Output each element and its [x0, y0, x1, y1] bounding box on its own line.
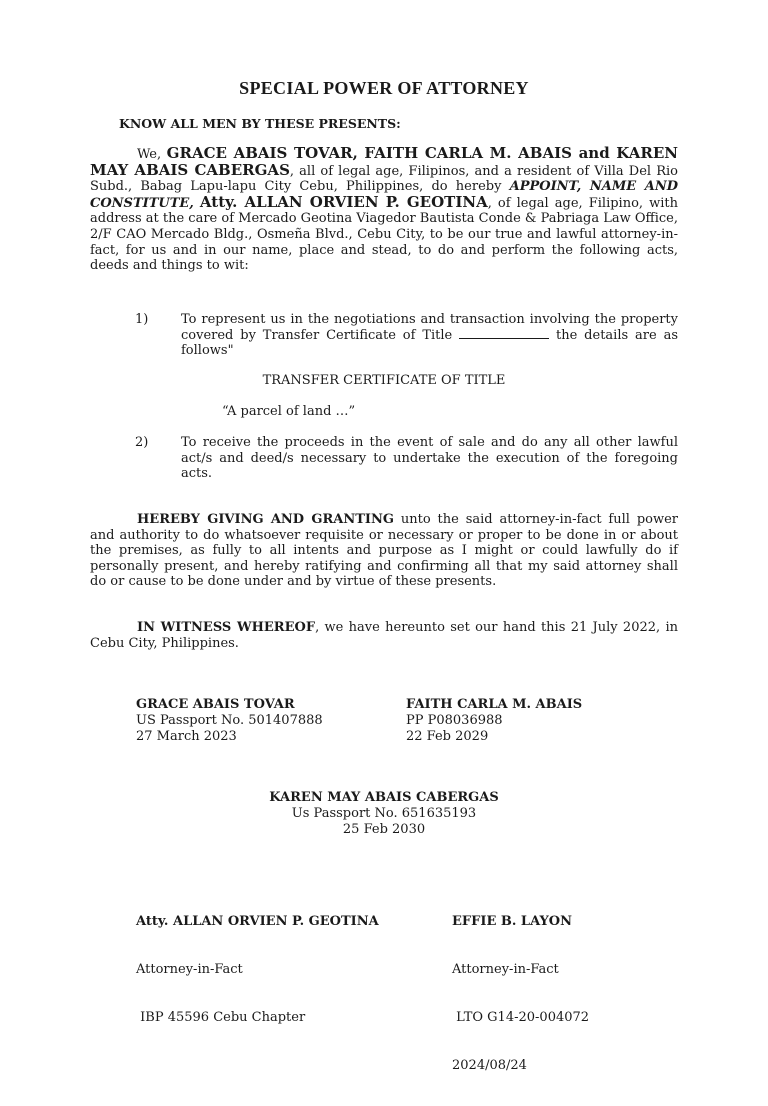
item-1-text: To represent us in the negotiations and transaction involving the property covered by Transfer Certificate of Title the details are as follows" [181, 312, 678, 359]
signatory-name: EFFIE B. LAYON [452, 914, 572, 929]
item-2-number: 2) [135, 435, 149, 450]
signatory-name: FAITH CARLA M. ABAIS [406, 697, 583, 712]
signatory-role: Attorney-in-Fact [452, 962, 559, 977]
tct-heading: TRANSFER CERTIFICATE OF TITLE [262, 373, 506, 388]
signatory-passport: US Passport No. 501407888 [136, 713, 323, 728]
signatory-grace [136, 697, 323, 745]
we-text: We, [137, 147, 167, 162]
signatory-passport: Us Passport No. 651635193 [291, 806, 477, 821]
signatory-passport: PP P08036988 [406, 713, 503, 728]
document-title: SPECIAL POWER OF ATTORNEY [239, 78, 529, 98]
signatory-faith [406, 697, 582, 745]
signatory-karen [0, 790, 768, 838]
signatory-license: LTO G14-20-004072 [452, 1010, 590, 1025]
item-1-number: 1) [135, 312, 149, 327]
principals-names: GRACE ABAIS TOVAR, FAITH CARLA M. ABAIS and KAREN MAY ABAIS CABERGAS [90, 144, 678, 179]
signatory-effie [452, 882, 589, 1106]
signatory-date: 27 March 2023 [136, 729, 237, 744]
signatory-name: Atty. ALLAN ORVIEN P. GEOTINA [136, 914, 379, 929]
item-2-text: To receive the proceeds in the event of sale and do any all other lawful act/s and deed/s necessary to undertake the execution of the foregoing acts. [181, 435, 678, 482]
attorney-name: Atty. ALLAN ORVIEN P. GEOTINA [199, 192, 488, 211]
signatory-allan [136, 882, 379, 1058]
signatory-date: 2024/08/24 [452, 1058, 527, 1073]
appointment-paragraph: We, GRACE ABAIS TOVAR, FAITH CARLA M. ABAIS and KAREN MAY ABAIS CABERGAS, all of legal age, Filipinos, and a resident of Villa Del Rio Subd., Babag Lapu-lapu City Cebu, Philippines, do hereby APPOINT, NAME AND CONSTITUTE, Atty. ALLAN ORVIEN P. GEOTINA, of legal age, Filipino, with address at the care of Mercado Geotina Viagedor Bautista Conde & Pabriaga Law Office, 2/F CAO Mercado Bldg., Osmeña Blvd., Cebu City, to be our true and lawful attorney-in-fact, for us and in our name, place and stead, to do and perform the following acts, deeds and things to wit: [90, 144, 678, 274]
witness-paragraph: IN WITNESS WHEREOF, we have hereunto set our hand this 21 July 2022, in Cebu City, Philippines. [90, 620, 678, 651]
granting-paragraph: HEREBY GIVING AND GRANTING unto the said attorney-in-fact full power and authority to do whatsoever requisite or necessary or proper to be done in or about the premises, as fully to all intents and purpose as I might or could lawfully do if personally present, and hereby ratifying and confirming all that my said attorney shall do or cause to be done under and by virtue of these presents. [90, 512, 679, 590]
signatory-name: KAREN MAY ABAIS CABERGAS [269, 790, 499, 805]
signatory-ibp: IBP 45596 Cebu Chapter [136, 1010, 306, 1025]
know-all-men-heading: KNOW ALL MEN BY THESE PRESENTS: [119, 116, 401, 131]
tct-blank-line [459, 328, 549, 339]
signatory-date: 25 Feb 2030 [342, 822, 426, 837]
granting-lead: HEREBY GIVING AND GRANTING [137, 512, 394, 527]
appoint-clause: APPOINT, NAME AND CONSTITUTE, [90, 179, 678, 211]
signatory-date: 22 Feb 2029 [406, 729, 489, 744]
parcel-description: “A parcel of land …” [222, 404, 356, 419]
witness-lead: IN WITNESS WHEREOF [137, 620, 316, 635]
signatory-name: GRACE ABAIS TOVAR [136, 697, 295, 712]
signatory-role: Attorney-in-Fact [136, 962, 243, 977]
